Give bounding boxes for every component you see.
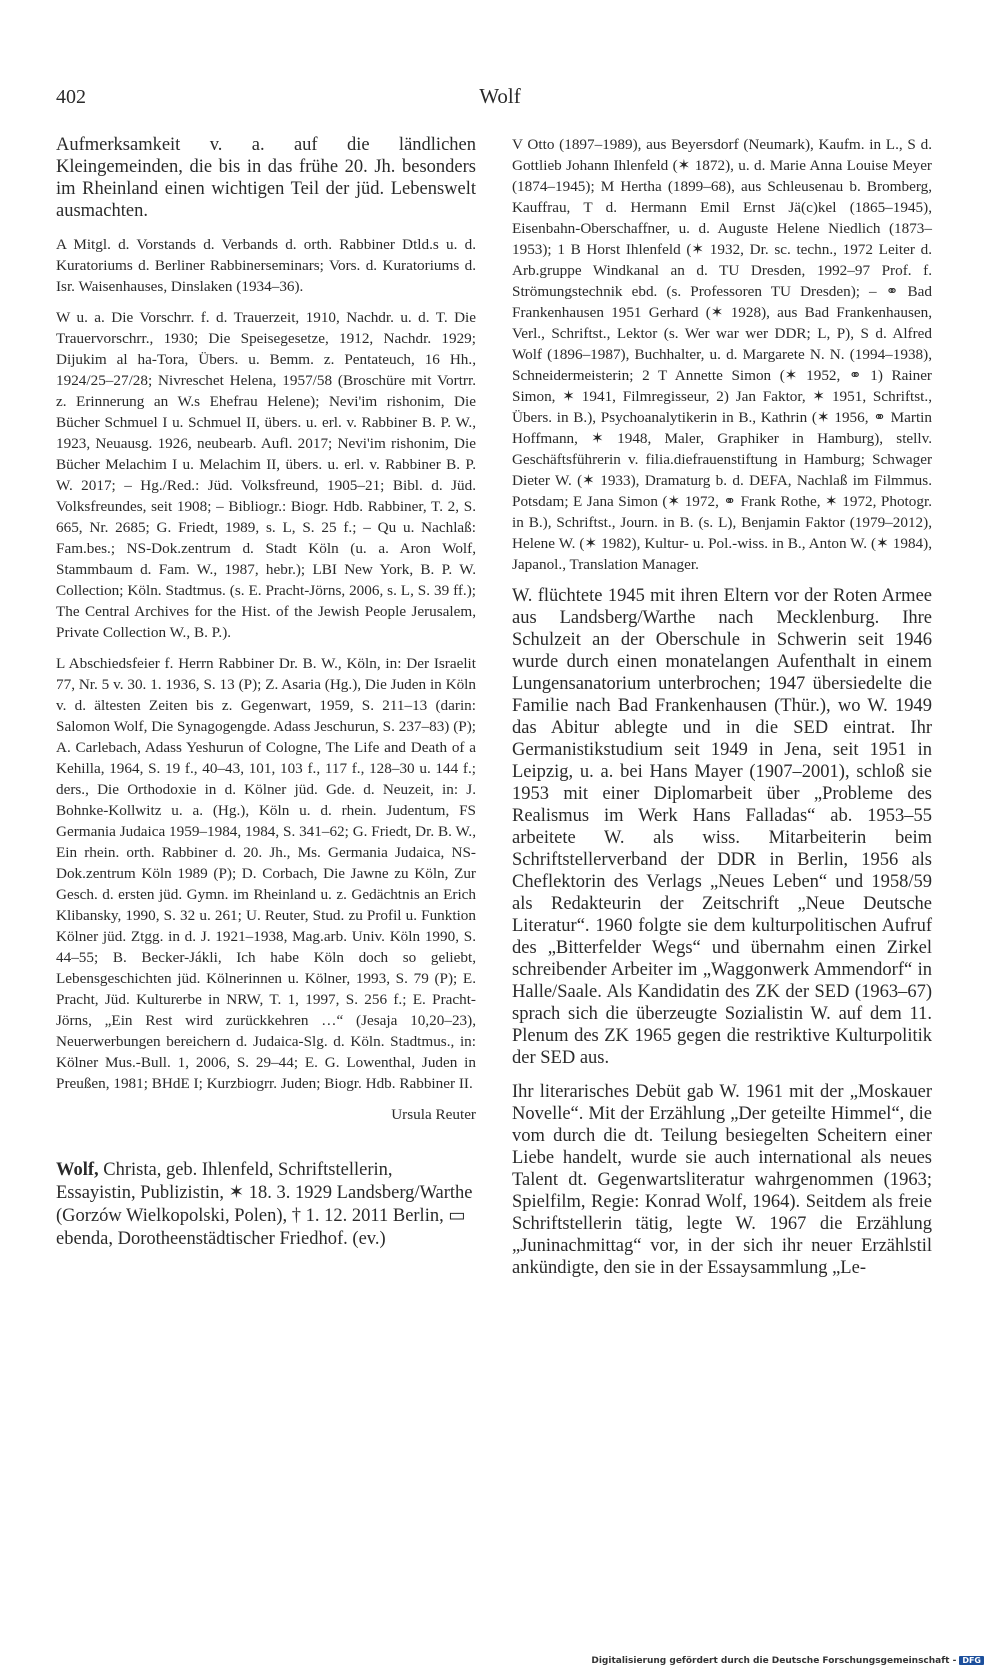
- running-head: Wolf: [479, 84, 521, 108]
- entry-name: Wolf,: [56, 1160, 99, 1180]
- entry-heading: [56, 1159, 476, 1251]
- entry-text: Christa, geb. Ihlenfeld, Schriftstellerin, Essayistin, Publizistin, ✶ 18. 3. 1929 Landsberg/Warthe (Gorzów Wielkopolski, Polen), † 1. 12. 2011 Berlin, ▭ ebenda, Dorotheenstädtischer Friedhof. (ev.): [56, 1160, 473, 1249]
- left-column: [56, 134, 476, 1251]
- paragraph-works: W u. a. Die Vorschrr. f. d. Trauerzeit, 1910, Nachdr. u. d. T. Die Trauervorschrr., 1930; Die Speisegesetze, 1912, Nachdr. 1929; Dijukim al ha-Tora, Übers. u. Bemm. z. Pentateuch, 16 Hh., 1924/25–27/28; Nivreschet Helena, 1957/58 (Broschüre mit Vortrr. z. Erinnerung an W.s Ehefrau Helene); Nevi'im rishonim, Die Bücher Schmuel I u. Schmuel II, übers. u. erl. v. Rabbiner B. P. W., 1923, Neuausg. 1926, neubearb. Aufl. 2017; Nevi'im rishonim, Die Bücher Melachim I u. Melachim II, übers. u. erl. v. Rabbiner B. P. W. 2017; – Hg./Red.: Jüd. Volksfreund, 1905–21; Bibl. d. Jüd. Volksfreundes, seit 1908; – Bibliogr.: Biogr. Hdb. Rabbiner, T. 2, S. 665, Nr. 2685; G. Friedt, 1989, s. L, S. 25 f.; – Qu u. Nachlaß: Fam.bes.; NS-Dok.zentrum d. Stadt Köln (u. a. Aron Wolf, Stammbaum d. Fam. W., 1987, hebr.); LBI New York, B. P. W. Collection; Köln. Stadtmus. (s. E. Pracht-Jörns, 2006, s. L, S. 39 ff.); The Central Archives for the Hist. of the Jewish People Jerusalem, Private Collection W., B. P.).: [56, 309, 476, 641]
- paragraph-offices: A Mitgl. d. Vorstands d. Verbands d. orth. Rabbiner Dtld.s u. d. Kuratoriums d. Berliner Rabbinerseminars; Vors. d. Kuratoriums d. Isr. Waisenhauses, Dinslaken (1934–36).: [56, 236, 476, 295]
- right-column: [512, 134, 932, 1291]
- author-signature: Ursula Reuter: [391, 1106, 476, 1123]
- paragraph-genealogy: V Otto (1897–1989), aus Beyersdorf (Neumark), Kaufm. in L., S d. Gottlieb Johann Ihlenfeld (✶ 1872), u. d. Marie Anna Louise Meyer (1874–1945); M Hertha (1899–68), aus Schleusenau b. Bromberg, Kauffrau, T d. Hermann Emil Ernst Jä(c)kel (1865–1945), Eisenbahn-Oberschaffner, u. d. Auguste Helene Niedlich (1873–1953); 1 B Horst Ihlenfeld (✶ 1932, Dr. sc. techn., 1972 Leiter d. Arb.gruppe Windkanal an d. TU Dresden, 1992–97 Prof. f. Strömungstechnik ebd. (s. Professoren TU Dresden); – ⚭ Bad Frankenhausen 1951 Gerhard (✶ 1928), aus Bad Frankenhausen, Verl., Schriftst., Lektor (s. Wer war wer DDR; L, P), S d. Alfred Wolf (1896–1987), Buchhalter, u. d. Margarete N. N. (1994–1938), Schneidermeisterin; 2 T Annette Simon (✶ 1952, ⚭ 1) Rainer Simon, ✶ 1941, Filmregisseur, 2) Jan Faktor, ✶ 1951, Schriftst., Übers. in B.), Psychoanalytikerin in B., Kathrin (✶ 1956, ⚭ Martin Hoffmann, ✶ 1948, Maler, Graphiker in Hamburg), stellv. Geschäftsführerin v. filia.diefrauenstiftung in Hamburg; Schwager Dieter W. (✶ 1933), Dramaturg b. d. DEFA, Nachlaß im Filmmus. Potsdam; E Jana Simon (✶ 1972, ⚭ Frank Rothe, ✶ 1972, Photogr. in B.), Schriftst., Journ. in B. (s. L), Benjamin Faktor (1979–2012), Helene W. (✶ 1982), Kultur- u. Pol.-wiss. in B., Anton W. (✶ 1984), Japanol., Translation Manager.: [512, 136, 932, 573]
- dfg-logo: DFG: [959, 1656, 984, 1665]
- paragraph-literary-debut: Ihr literarisches Debüt gab W. 1961 mit der „Moskauer Novelle“. Mit der Erzählung „Der geteilte Himmel“, die vom durch die dt. Teilung besiegelten Scheitern einer Liebe handelt, wurde sie auch international als neues Talent dt. Gegenwartsliteratur wahrgenommen (1963; Spielfilm, Regie: Konrad Wolf, 1964). Seitdem als freie Schriftstellerin tätig, legte W. 1967 die Erzählung „Juninachmittag“ vor, in der sich ihr neuer Erzählstil ankündigte, den sie in der Essaysammlung „Le-: [512, 1082, 932, 1278]
- paragraph-intro-continued: Aufmerksamkeit v. a. auf die ländlichen Kleingemeinden, die bis in das frühe 20. Jh. besonders im Rheinland einen wichtigen Teil der jüd. Lebenswelt ausmachten.: [56, 135, 476, 221]
- paragraph-literature: L Abschiedsfeier f. Herrn Rabbiner Dr. B. W., Köln, in: Der Israelit 77, Nr. 5 v. 30. 1. 1936, S. 13 (P); Z. Asaria (Hg.), Die Juden in Köln v. d. ältesten Zeiten bis z. Gegenwart, 1959, S. 211–13 (darin: Salomon Wolf, Die Synagogengde. Adass Jeschurun, S. 237–83) (P); A. Carlebach, Adass Yeshurun of Cologne, The Life and Death of a Kehilla, 1964, S. 19 f., 40–43, 101, 103 f., 117 f., 128–30 u. 144 f.; ders., Die Orthodoxie in d. Kölner jüd. Gde. d. Neuzeit, in: J. Bohnke-Kollwitz u. a. (Hg.), Köln u. d. rhein. Judentum, FS Germania Judaica 1959–1984, 1984, S. 341–62; G. Friedt, Dr. B. W., Ein rhein. orth. Rabbiner d. 20. Jh., Ms. Germania Judaica, NS-Dok.zentrum Köln 1989 (P); D. Corbach, Die Jawne zu Köln, Zur Gesch. d. ersten jüd. Gymn. im Rheinland u. z. Gedächtnis an Erich Klibansky, 1990, S. 32 u. 261; U. Reuter, Stud. zu Profil u. Funktion Kölner jüd. Ztgg. in d. J. 1921–1938, Mag.arb. Univ. Köln 1990, S. 44–55; B. Becker-Jákli, Ich habe Köln doch so geliebt, Lebensgeschichten jüd. Kölnerinnen u. Kölner, 1993, S. 79 (P); E. Pracht, Jüd. Kulturerbe in NRW, T. 1, 1997, S. 256 f.; E. Pracht-Jörns, „Ein Rest wird zurückkehren …“ (Jesaja 10,20–23), Neuerwerbungen bereichern d. Judaica-Slg. d. Köln. Stadtmus., in: Kölner Mus.-Bull. 1, 2006, S. 29–44; E. G. Lowenthal, Juden in Preußen, 1981; BHdE I; Kurzbiogrr. Juden; Biogr. Hdb. Rabbiner II.: [56, 655, 476, 1092]
- footer-attribution: [591, 1656, 984, 1666]
- footer-text: Digitalisierung gefördert durch die Deutsche Forschungsgemeinschaft -: [591, 1656, 957, 1666]
- paragraph-biography: W. flüchtete 1945 mit ihren Eltern vor der Roten Armee aus Landsberg/Warthe nach Mecklenburg. Ihre Schulzeit an der Oberschule in Schwerin seit 1946 wurde durch einen monatelangen Aufenthalt in einem Lungensanatorium unterbrochen; 1947 übersiedelte die Familie nach Bad Frankenhausen (Thür.), wo W. 1949 das Abitur ablegte und in die SED eintrat. Ihr Germanistikstudium seit 1949 in Jena, seit 1951 in Leipzig, u. a. bei Hans Mayer (1907–2001), schloß sie 1953 mit einer Diplomarbeit über „Probleme des Realismus im Werk Hans Falladas“ ab. 1953–55 arbeitete W. als wiss. Mitarbeiterin beim Schriftstellerverband der DDR in Berlin, 1956 als Cheflektorin des Verlags „Neues Leben“ und 1958/59 als Redakteurin der Zeitschrift „Neue Deutsche Literatur“. 1960 folgte sie dem kulturpolitischen Aufruf des „Bitterfelder Wegs“ und übernahm einen Zirkel schreibender Arbeiter im „Waggonwerk Ammendorf“ in Halle/Saale. Als Kandidatin des ZK der SED (1963–67) sprach sich die überzeugte Sozialistin W. auf dem 11. Plenum des ZK 1965 gegen die restriktive Kulturpolitik der SED aus.: [512, 586, 932, 1068]
- page-number: 402: [56, 86, 86, 108]
